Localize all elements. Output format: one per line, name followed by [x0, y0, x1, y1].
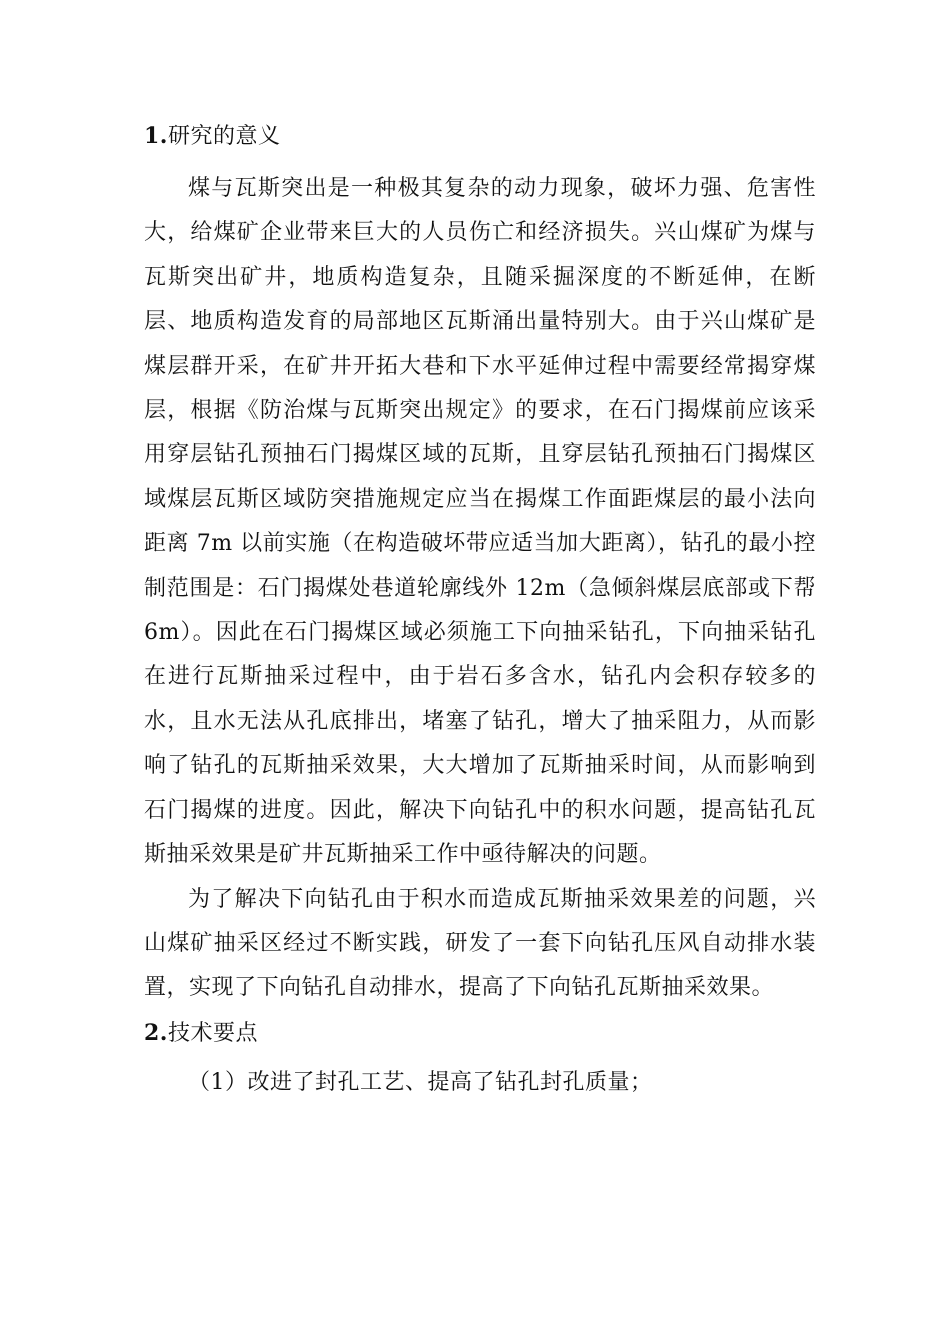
list-item: （1）改进了封孔工艺、提高了钻孔封孔质量； [188, 1069, 653, 1095]
page-content [144, 114, 816, 1105]
section-number: 1. [144, 123, 168, 149]
section-heading-1 [144, 114, 816, 158]
body-paragraph: 煤与瓦斯突出是一种极其复杂的动力现象，破坏力强、危害性大，给煤矿企业带来巨大的人员伤亡和经济损失。兴山煤矿为煤与瓦斯突出矿井，地质构造复杂，且随采掘深度的不断延伸，在断层、地质构造发育的局部地区瓦斯涌出量特别大。由于兴山煤矿是煤层群开采，在矿井开拓大巷和下水平延伸过程中需要经常揭穿煤层，根据《防治煤与瓦斯突出规定》的要求，在石门揭煤前应该采用穿层钻孔预抽石门揭煤区域的瓦斯，且穿层钻孔预抽石门揭煤区域煤层瓦斯区域防突措施规定应当在揭煤工作面距煤层的最小法向距离 7m 以前实施（在构造破坏带应适当加大距离），钻孔的最小控制范围是：石门揭煤处巷道轮廓线外 12m（急倾斜煤层底部或下帮 6m）。因此在石门揭煤区域必须施工下向抽采钻孔，下向抽采钻孔在进行瓦斯抽采过程中，由于岩石多含水，钻孔内会积存较多的水，且水无法从孔底排出，堵塞了钻孔，增大了抽采阻力，从而影响了钻孔的瓦斯抽采效果，大大增加了瓦斯抽采时间，从而影响到石门揭煤的进度。因此，解决下向钻孔中的积水问题，提高钻孔瓦斯抽采效果是矿井瓦斯抽采工作中亟待解决的问题。 [144, 176, 816, 868]
section-title: 技术要点 [167, 1020, 258, 1046]
section-number: 2. [144, 1019, 168, 1046]
body-paragraph: 为了解决下向钻孔由于积水而造成瓦斯抽采效果差的问题，兴山煤矿抽采区经过不断实践，研发了一套下向钻孔压风自动排水装置，实现了下向钻孔自动排水，提高了下向钻孔瓦斯抽采效果。 [144, 886, 816, 1001]
section-title: 研究的意义 [167, 124, 281, 149]
section-heading-2 [144, 1011, 816, 1055]
